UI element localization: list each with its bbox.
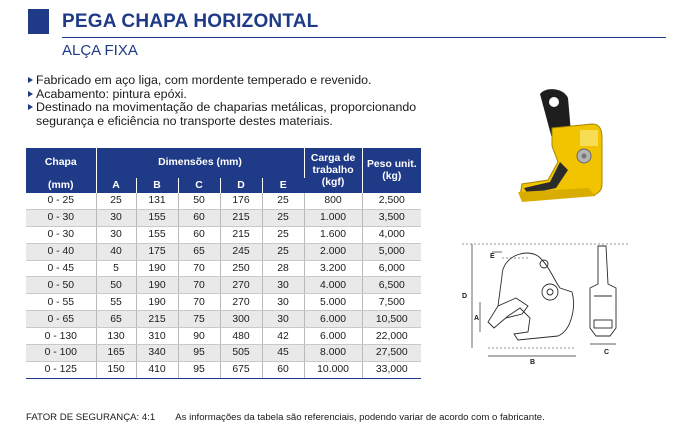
table-cell: 42 [262, 328, 304, 345]
dimension-label-b: B [530, 359, 536, 366]
title-divider [62, 37, 666, 38]
table-cell: 90 [178, 328, 220, 345]
bullet-arrow-icon [28, 77, 33, 83]
table-cell: 4,000 [362, 226, 421, 243]
table-row [26, 294, 421, 311]
table-cell: 480 [220, 328, 262, 345]
header-chapa-unit: (mm) [26, 178, 96, 193]
table-cell: 800 [304, 193, 362, 209]
table-cell: 65 [96, 311, 136, 328]
diagram-front-block [594, 320, 612, 328]
bullet-arrow-icon [28, 104, 33, 110]
dimension-label-d: D [462, 293, 468, 300]
table-cell: 6,000 [362, 260, 421, 277]
lifting-eye-hole-icon [549, 97, 559, 107]
table-cell: 165 [96, 345, 136, 362]
feature-item: Fabricado em aço liga, com mordente temperado e revenido. [28, 74, 416, 88]
table-cell: 250 [220, 260, 262, 277]
dimension-label-c: C [604, 349, 610, 356]
table-row [26, 277, 421, 294]
table-cell: 7,500 [362, 294, 421, 311]
header-carga: Carga de trabalho (kgf) [304, 148, 362, 193]
table-cell: 0 - 100 [26, 345, 96, 362]
table-cell: 33,000 [362, 361, 421, 378]
table-cell: 25 [262, 243, 304, 260]
table-cell: 60 [262, 361, 304, 378]
table-cell: 60 [178, 226, 220, 243]
table-cell: 30 [262, 311, 304, 328]
table-cell: 0 - 50 [26, 277, 96, 294]
table-cell: 40 [96, 243, 136, 260]
table-cell: 5 [96, 260, 136, 277]
header-dim-b: B [136, 178, 178, 193]
table-cell: 155 [136, 226, 178, 243]
dimension-label-e: E [490, 253, 495, 260]
specifications-table [26, 148, 421, 379]
table-cell: 60 [178, 209, 220, 226]
header-accent-square [28, 9, 49, 34]
feature-item: Acabamento: pintura epóxi. [28, 88, 416, 102]
table-row [26, 209, 421, 226]
table-cell: 30 [262, 277, 304, 294]
table-cell: 25 [96, 193, 136, 209]
table-cell: 505 [220, 345, 262, 362]
safety-factor: FATOR DE SEGURANÇA: 4:1 [26, 412, 156, 423]
table-cell: 0 - 65 [26, 311, 96, 328]
table-cell: 1.000 [304, 209, 362, 226]
table-cell: 70 [178, 277, 220, 294]
table-header-row [26, 148, 421, 178]
table-row [26, 361, 421, 378]
table-cell: 1.600 [304, 226, 362, 243]
header-dimensoes: Dimensões (mm) [96, 148, 304, 178]
table-row [26, 260, 421, 277]
diagram-eye-icon [540, 260, 548, 268]
cam-highlight-shape [580, 130, 598, 146]
table-cell: 0 - 30 [26, 209, 96, 226]
page-title: PEGA CHAPA HORIZONTAL [62, 11, 319, 32]
table-cell: 150 [96, 361, 136, 378]
table-cell: 6,500 [362, 277, 421, 294]
footer-note [26, 412, 545, 423]
header-dim-a: A [96, 178, 136, 193]
table-cell: 95 [178, 361, 220, 378]
table-row [26, 226, 421, 243]
table-cell: 675 [220, 361, 262, 378]
technical-diagram [458, 236, 668, 366]
table-cell: 270 [220, 277, 262, 294]
table-cell: 4.000 [304, 277, 362, 294]
table-cell: 27,500 [362, 345, 421, 362]
table-cell: 245 [220, 243, 262, 260]
table-cell: 215 [220, 226, 262, 243]
table-row [26, 328, 421, 345]
table-cell: 25 [262, 209, 304, 226]
table-cell: 0 - 25 [26, 193, 96, 209]
table-cell: 270 [220, 294, 262, 311]
table-row [26, 243, 421, 260]
table-row [26, 193, 421, 209]
table-cell: 30 [96, 209, 136, 226]
table-cell: 30 [96, 226, 136, 243]
table-body [26, 193, 421, 378]
feature-list [28, 74, 416, 128]
table-cell: 70 [178, 294, 220, 311]
table-cell: 215 [136, 311, 178, 328]
table-cell: 175 [136, 243, 178, 260]
table-cell: 410 [136, 361, 178, 378]
table-cell: 5.000 [304, 294, 362, 311]
table-cell: 22,000 [362, 328, 421, 345]
table-cell: 215 [220, 209, 262, 226]
table-cell: 75 [178, 311, 220, 328]
table-cell: 5,000 [362, 243, 421, 260]
feature-item-continuation: segurança e eficiência no transporte destes materiais. [36, 113, 333, 128]
header-chapa: Chapa [26, 148, 96, 178]
table-cell: 340 [136, 345, 178, 362]
product-photo [488, 84, 620, 214]
diagram-pivot-inner-icon [547, 289, 553, 295]
table-cell: 310 [136, 328, 178, 345]
table-cell: 25 [262, 193, 304, 209]
table-cell: 6.000 [304, 311, 362, 328]
table-cell: 10.000 [304, 361, 362, 378]
table-cell: 8.000 [304, 345, 362, 362]
table-cell: 55 [96, 294, 136, 311]
table-cell: 155 [136, 209, 178, 226]
diagram-outline-side [488, 253, 573, 340]
diagram-inner-jaw [498, 298, 528, 318]
table-cell: 30 [262, 294, 304, 311]
table-row [26, 345, 421, 362]
table-cell: 3.200 [304, 260, 362, 277]
page-subtitle: ALÇA FIXA [62, 42, 138, 59]
header-dim-c: C [178, 178, 220, 193]
pivot-bolt-center-icon [582, 154, 587, 159]
table-cell: 25 [262, 226, 304, 243]
diagram-pivot-icon [542, 284, 558, 300]
table-cell: 176 [220, 193, 262, 209]
table-cell: 10,500 [362, 311, 421, 328]
table-cell: 3,500 [362, 209, 421, 226]
table-cell: 50 [96, 277, 136, 294]
bullet-arrow-icon [28, 91, 33, 97]
table-cell: 70 [178, 260, 220, 277]
table-cell: 95 [178, 345, 220, 362]
table-cell: 0 - 45 [26, 260, 96, 277]
dimension-label-a: A [474, 315, 480, 322]
table-cell: 65 [178, 243, 220, 260]
table-cell: 190 [136, 294, 178, 311]
table-cell: 2,500 [362, 193, 421, 209]
table-cell: 28 [262, 260, 304, 277]
table-cell: 300 [220, 311, 262, 328]
table-cell: 6.000 [304, 328, 362, 345]
header-dim-e: E [262, 178, 304, 193]
disclaimer: As informações da tabela são referenciais, podendo variar de acordo com o fabricante. [175, 412, 545, 423]
table-cell: 0 - 30 [26, 226, 96, 243]
table-cell: 50 [178, 193, 220, 209]
table-cell: 0 - 125 [26, 361, 96, 378]
table-cell: 131 [136, 193, 178, 209]
table-cell: 45 [262, 345, 304, 362]
table-cell: 2.000 [304, 243, 362, 260]
table-cell: 190 [136, 260, 178, 277]
feature-item: Destinado na movimentação de chaparias metálicas, proporcionando [28, 101, 416, 115]
table-cell: 190 [136, 277, 178, 294]
table-row [26, 311, 421, 328]
table-cell: 0 - 40 [26, 243, 96, 260]
table-cell: 0 - 55 [26, 294, 96, 311]
header-peso: Peso unit. (kg) [362, 148, 421, 193]
header-dim-d: D [220, 178, 262, 193]
table-cell: 0 - 130 [26, 328, 96, 345]
table-cell: 130 [96, 328, 136, 345]
